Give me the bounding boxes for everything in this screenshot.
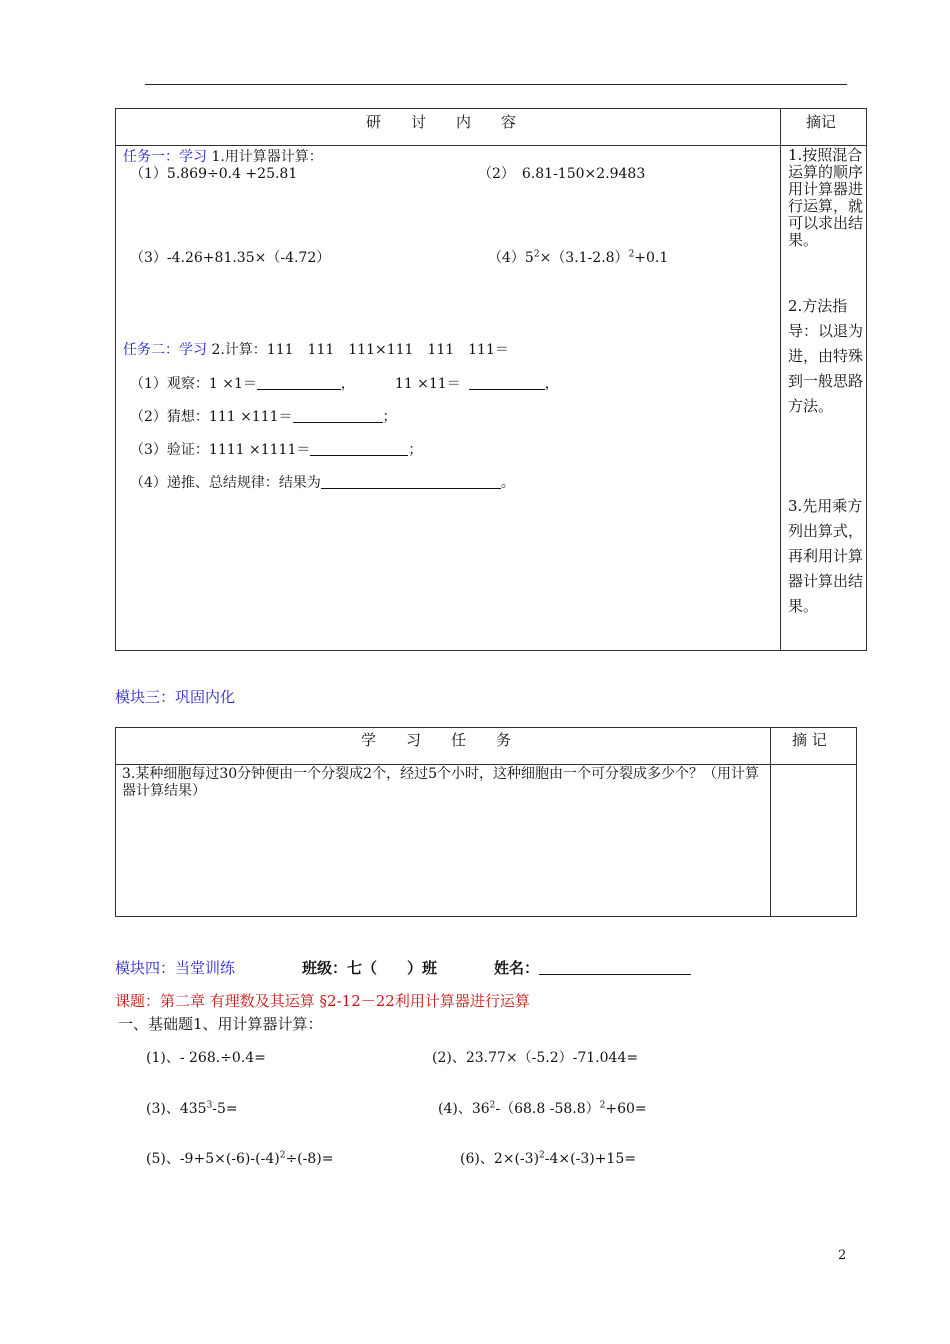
observe-sep-2: ， — [544, 376, 559, 392]
exercise-1: (1)、- 268.÷0.4= — [146, 1050, 266, 1066]
note-3: 3.先用乘方列出算式，再利用计算器计算出结果。 — [788, 497, 864, 615]
page-number: 2 — [838, 1248, 847, 1263]
answer-blank[interactable] — [257, 375, 341, 390]
lesson-title: 课题：第二章 有理数及其运算 §2-12－22利用计算器进行运算 — [115, 992, 530, 1010]
guess-sep: ； — [382, 409, 397, 425]
verify-label: （3）验证：1111 ×1111＝ — [130, 442, 311, 458]
table-header-divider — [116, 764, 856, 765]
task1-title: 1.用计算器计算： — [211, 149, 323, 165]
q4-post: +0.1 — [634, 250, 669, 266]
answer-blank[interactable] — [310, 441, 408, 456]
observe-label: （1）观察：1 ×1＝ — [130, 376, 257, 392]
exercise-3 — [146, 1098, 238, 1118]
section-heading: 一、基础题1、用计算器计算： — [118, 1015, 323, 1033]
note-2: 2.方法指导：以退为进，由特殊到一般思路方法。 — [788, 297, 864, 415]
header-notes: 摘记 — [806, 113, 837, 131]
q4-exp2: 2 — [628, 249, 635, 260]
exercise-6 — [460, 1148, 636, 1168]
task2-summary — [130, 472, 515, 492]
exercise-5 — [146, 1148, 333, 1168]
e4-exp1: 2 — [489, 1100, 496, 1111]
observe-label-2: 11 ×11＝ — [394, 376, 461, 392]
e5-pre: (5)、-9+5×(-6)-(-4) — [146, 1151, 280, 1167]
task1-q1: （1）5.869÷0.4 +25.81 — [130, 166, 298, 182]
e3-exp: 3 — [206, 1100, 213, 1111]
practice-table — [115, 727, 857, 917]
answer-blank[interactable] — [293, 408, 383, 423]
name-label: 姓名： — [494, 959, 540, 977]
task2-line — [123, 339, 509, 359]
answer-blank[interactable] — [469, 375, 545, 390]
practice-question: 3.某种细胞每过30分钟便由一个分裂成2个，经过5个小时，这种细胞由一个可分裂成多少个？（用计算器计算结果） — [122, 766, 759, 799]
note-1: 1.按照混合运算的顺序用计算器进行运算，就可以求出结果。 — [788, 146, 864, 249]
module4-title: 模块四：当堂训练 — [115, 959, 236, 977]
task1-q4 — [488, 247, 668, 267]
task1-q2: （2） 6.81-150×2.9483 — [478, 166, 646, 182]
name-blank[interactable] — [539, 960, 691, 975]
e5-post: ÷(-8)= — [285, 1151, 334, 1167]
e3-post: -5= — [212, 1101, 238, 1117]
task1-q3: （3）-4.26+81.35×（-4.72） — [130, 250, 331, 266]
task2-label: 任务二：学习 — [123, 342, 207, 358]
task2-observe — [130, 373, 559, 393]
verify-sep: ； — [408, 442, 423, 458]
task2-title: 2.计算：111 111 111×111 111 111＝ — [211, 342, 509, 358]
header-rule — [145, 84, 847, 85]
exercise-2: (2)、23.77×（-5.2）-71.044= — [432, 1050, 639, 1066]
e6-pre: (6)、2×(-3) — [460, 1151, 540, 1167]
e6-exp: 2 — [539, 1150, 545, 1161]
class-label: 班级：七（ ）班 — [302, 959, 438, 977]
e5-exp: 2 — [279, 1150, 286, 1161]
e4-pre: (4)、36 — [438, 1101, 490, 1117]
task1-label: 任务一：学习 — [123, 149, 207, 165]
e4-post: +60= — [605, 1101, 647, 1117]
q4-pre: （4）5 — [488, 250, 534, 266]
task2-verify — [130, 439, 422, 459]
table-column-divider — [780, 109, 781, 650]
name-field — [494, 957, 691, 978]
answer-blank[interactable] — [321, 474, 501, 489]
e6-post: -4×(-3)+15= — [544, 1151, 636, 1167]
q4-exp1: 2 — [533, 249, 540, 260]
q4-mid: ×（3.1-2.8） — [539, 250, 629, 266]
guess-label: （2）猜想：111 ×111＝ — [130, 409, 293, 425]
e3-pre: (3)、435 — [146, 1101, 207, 1117]
table-column-divider — [770, 728, 771, 916]
header-notes: 摘 记 — [792, 731, 827, 749]
summary-end: 。 — [500, 475, 515, 491]
summary-label: （4）递推、总结规律：结果为 — [130, 475, 321, 491]
header-content: 研 讨 内 容 — [366, 113, 517, 131]
observe-sep: ， — [340, 376, 355, 392]
e4-mid: -（68.8 -58.8） — [495, 1101, 600, 1117]
module3-title: 模块三：巩固内化 — [115, 688, 236, 706]
exercise-4 — [438, 1098, 647, 1118]
task2-guess — [130, 406, 397, 426]
e4-exp2: 2 — [599, 1100, 606, 1111]
header-task: 学 习 任 务 — [361, 731, 512, 749]
